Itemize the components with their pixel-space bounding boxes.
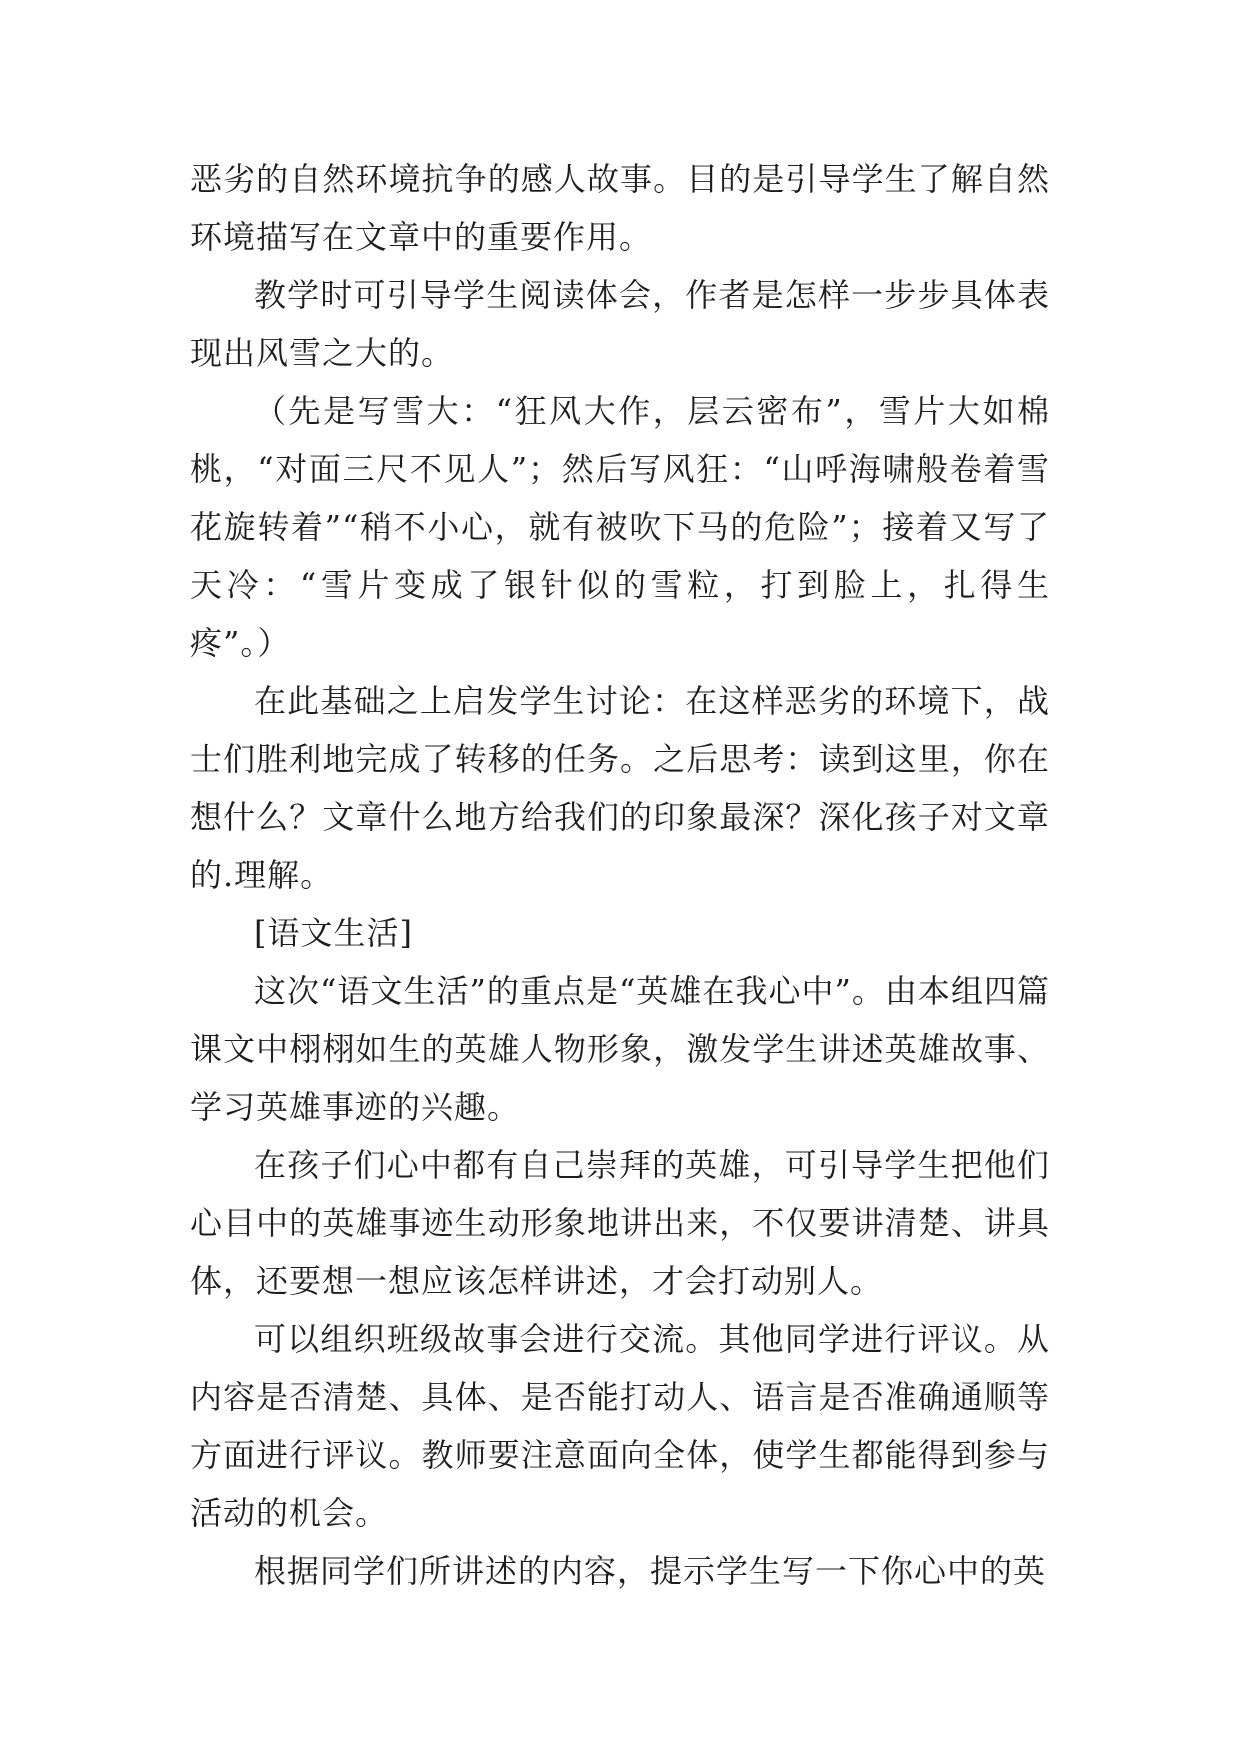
paragraph-teaching-guidance: 教学时可引导学生阅读体会，作者是怎样一步步具体表现出风雪之大的。 — [190, 276, 1050, 372]
document-body — [190, 150, 1050, 1600]
paragraph-example-quotes: （先是写雪大：“狂风大作，层云密布”，雪片大如棉桃，“对面三尺不见人”；然后写风狂：“山呼海啸般卷着雪花旋转着”“稍不小心，就有被吹下马的危险”；接着又写了天冷：“雪片变成了银针似的雪粒，打到脸上，扎得生疼”。） — [190, 392, 1050, 662]
paragraph-heroes-in-heart: 在孩子们心中都有自己崇拜的英雄，可引导学生把他们心目中的英雄事迹生动形象地讲出来，不仅要讲清楚、讲具体，还要想一想应该怎样讲述，才会打动别人。 — [190, 1146, 1050, 1300]
section-heading-chinese-life: [语文生活] — [254, 914, 413, 952]
paragraph-heroes-focus: 这次“语文生活”的重点是“英雄在我心中”。由本组四篇课文中栩栩如生的英雄人物形象，激发学生讲述英雄故事、学习英雄事迹的兴趣。 — [190, 972, 1050, 1126]
paragraph-continuation: 恶劣的自然环境抗争的感人故事。目的是引导学生了解自然环境描写在文章中的重要作用。 — [190, 160, 1050, 256]
paragraph-writing-prompt: 根据同学们所讲述的内容，提示学生写一下你心中的英 — [254, 1552, 1047, 1590]
paragraph-discussion: 在此基础之上启发学生讨论：在这样恶劣的环境下，战士们胜利地完成了转移的任务。之后思考：读到这里，你在想什么？文章什么地方给我们的印象最深？深化孩子对文章的.理解。 — [190, 682, 1050, 894]
paragraph-story-meeting: 可以组织班级故事会进行交流。其他同学进行评议。从内容是否清楚、具体、是否能打动人、语言是否准确通顺等方面进行评议。教师要注意面向全体，使学生都能得到参与活动的机会。 — [190, 1320, 1050, 1532]
